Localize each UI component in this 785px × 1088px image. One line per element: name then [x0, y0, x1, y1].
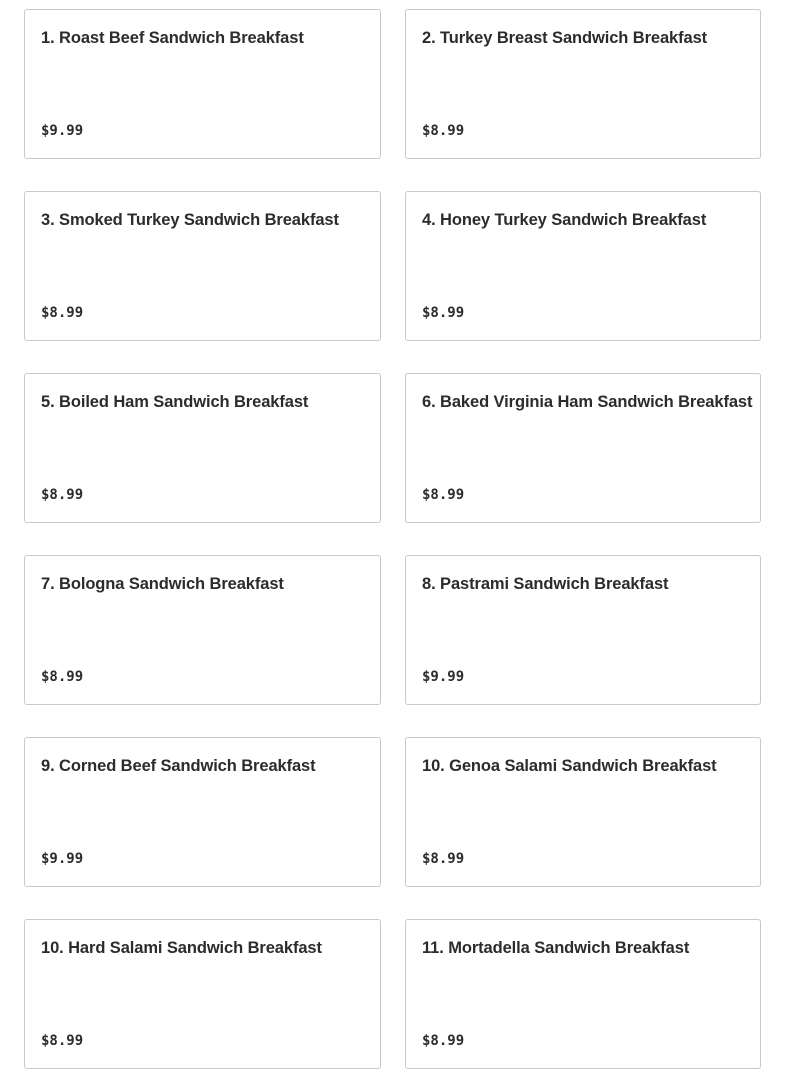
- menu-item-grid: [24, 9, 761, 1069]
- menu-item-card[interactable]: [24, 919, 381, 1069]
- menu-item-title: 5. Boiled Ham Sandwich Breakfast: [41, 393, 309, 411]
- menu-item-price: $8.99: [422, 1033, 465, 1049]
- menu-item-price: $8.99: [41, 1033, 84, 1049]
- menu-item-title: 6. Baked Virginia Ham Sandwich Breakfast: [422, 393, 753, 411]
- menu-item-price: $8.99: [41, 487, 84, 503]
- menu-item-card[interactable]: [405, 191, 761, 341]
- menu-item-title: 8. Pastrami Sandwich Breakfast: [422, 575, 669, 593]
- menu-item-title: 3. Smoked Turkey Sandwich Breakfast: [41, 211, 339, 229]
- menu-item-title: 7. Bologna Sandwich Breakfast: [41, 575, 284, 593]
- menu-item-title: 9. Corned Beef Sandwich Breakfast: [41, 757, 316, 775]
- menu-item-price: $8.99: [41, 305, 84, 321]
- menu-item-title: 10. Hard Salami Sandwich Breakfast: [41, 939, 322, 957]
- menu-item-price: $9.99: [41, 123, 84, 139]
- menu-item-title: 1. Roast Beef Sandwich Breakfast: [41, 29, 304, 47]
- menu-item-card[interactable]: [405, 555, 761, 705]
- menu-item-price: $8.99: [41, 669, 84, 685]
- menu-item-card[interactable]: [24, 373, 381, 523]
- menu-item-price: $8.99: [422, 305, 465, 321]
- menu-item-card[interactable]: [24, 555, 381, 705]
- menu-item-price: $9.99: [422, 669, 465, 685]
- menu-item-price: $8.99: [422, 851, 465, 867]
- menu-item-card[interactable]: [24, 737, 381, 887]
- menu-item-card[interactable]: [24, 191, 381, 341]
- menu-item-title: 2. Turkey Breast Sandwich Breakfast: [422, 29, 708, 47]
- menu-item-card[interactable]: [405, 737, 761, 887]
- menu-item-card[interactable]: [24, 9, 381, 159]
- menu-item-title: 11. Mortadella Sandwich Breakfast: [422, 939, 690, 957]
- menu-item-title: 4. Honey Turkey Sandwich Breakfast: [422, 211, 707, 229]
- menu-item-price: $9.99: [41, 851, 84, 867]
- menu-item-card[interactable]: [405, 919, 761, 1069]
- menu-item-price: $8.99: [422, 487, 465, 503]
- menu-item-card[interactable]: [405, 9, 761, 159]
- menu-item-price: $8.99: [422, 123, 465, 139]
- menu-item-title: 10. Genoa Salami Sandwich Breakfast: [422, 757, 717, 775]
- menu-item-card[interactable]: [405, 373, 761, 523]
